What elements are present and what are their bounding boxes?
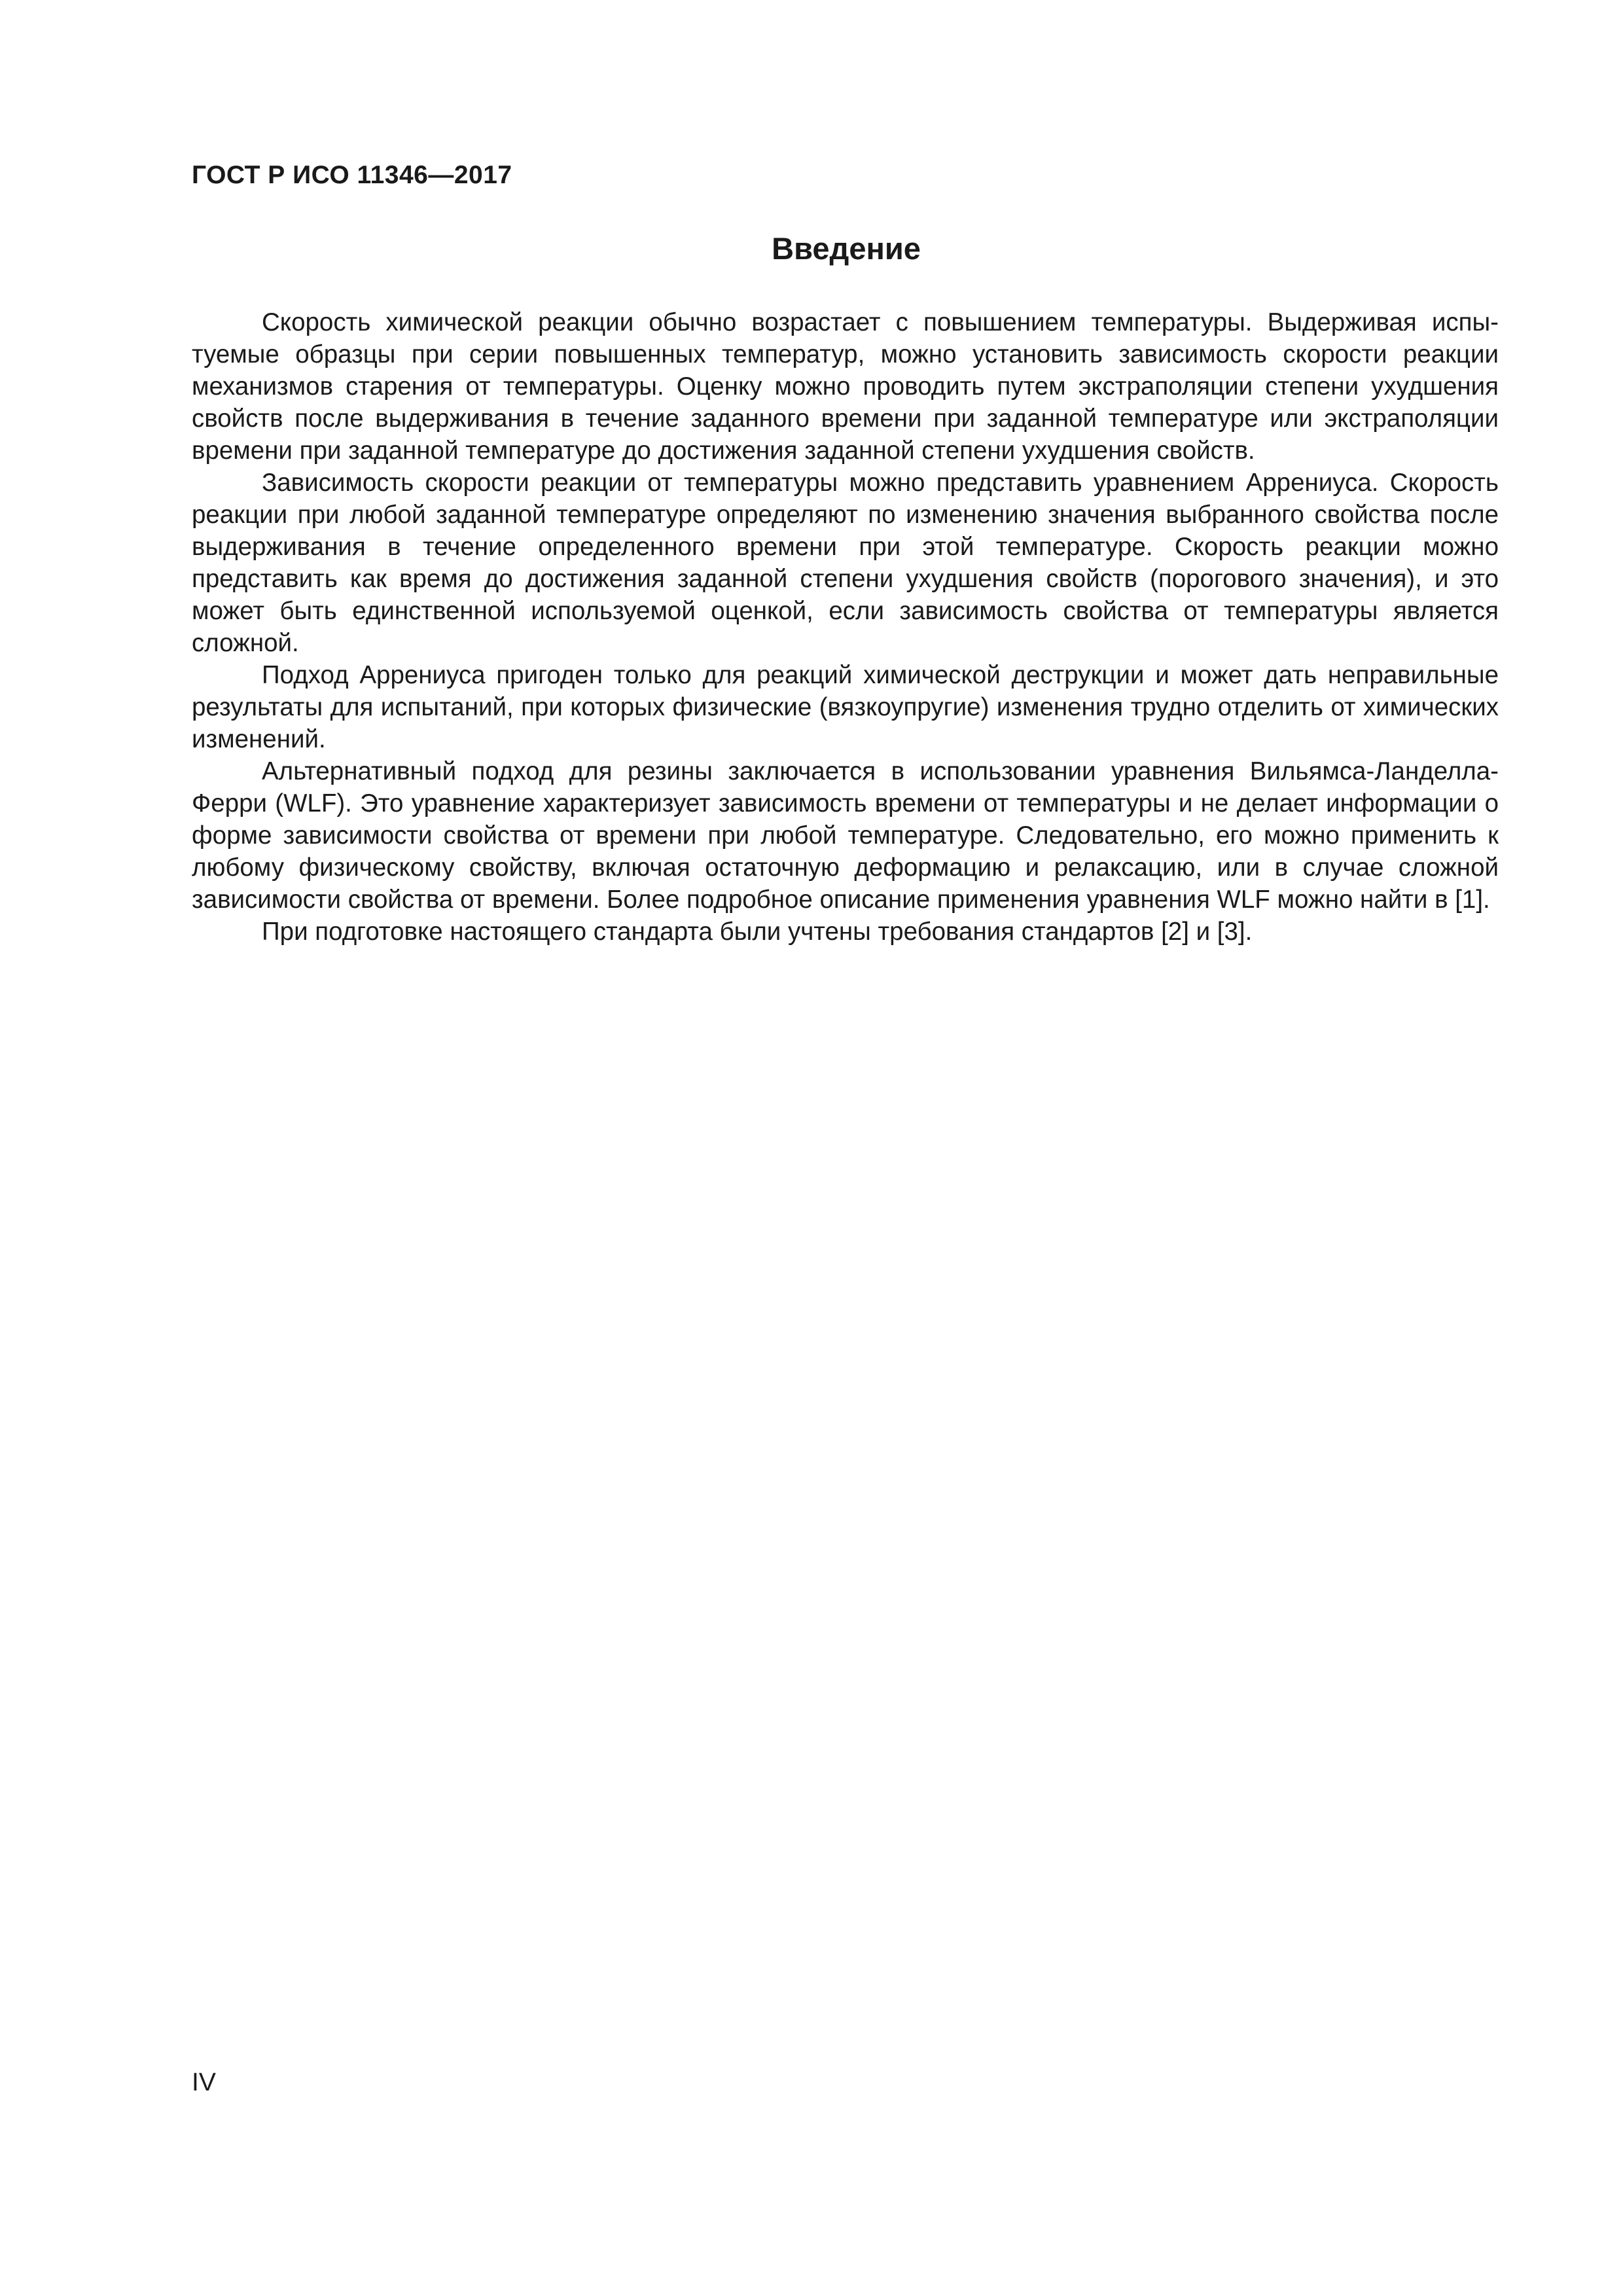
body-text xyxy=(192,306,1499,948)
paragraph: Подход Аррениуса пригоден только для реакций химической деструкции и может дать неправильные результаты для испытаний, при которых физические (вязкоупругие) изменения трудно отделить от химических изменений. xyxy=(192,661,1499,753)
paragraph: При подготовке настоящего стандарта были учтены требования стандартов [2] и [3]. xyxy=(262,918,1253,946)
page-number: IV xyxy=(192,2068,216,2096)
standard-header: ГОСТ Р ИСО 11346—2017 xyxy=(192,161,512,189)
paragraph: Альтернативный подход для резины заключается в использовании уравнения Вильямса-Ланделла-Ферри (WLF). Это уравнение характеризует зависимость времени от температуры и не делает информации о форме зависимости свойства от времени при любой температуре. Следовательно, его можно применить к любому физическому свойству, включая остаточную деформацию и релаксацию, или в случае сложной зависимости свойства от времени. Более подробное описание применения уравнения WLF можно найти в [1]. xyxy=(192,757,1499,914)
paragraph: Скорость химической реакции обычно возрастает с повышением температуры. Выдерживая испытуемые образцы при серии повышенных температур, можно установить зависимость скорости реакции механизмов старения от температуры. Оценку можно проводить путем экстраполяции степени ухудшения свойств после выдерживания в течение заданного времени при заданной температуре или экстраполяции времени при заданной температуре до достижения заданной степени ухудшения свойств. xyxy=(192,308,1499,465)
section-title: Введение xyxy=(772,231,921,266)
paragraph: Зависимость скорости реакции от температуры можно представить уравнением Аррениуса. Скорость реакции при любой заданной температуре определяют по изменению значения выбранного свойства после выдерживания в течение определенного времени при этой температуре. Скорость реакции можно представить как время до достижения заданной степени ухудшения свойств (порогового значения), и это может быть единственной используемой оценкой, если зависимость свойства от температуры является сложной. xyxy=(192,469,1499,657)
